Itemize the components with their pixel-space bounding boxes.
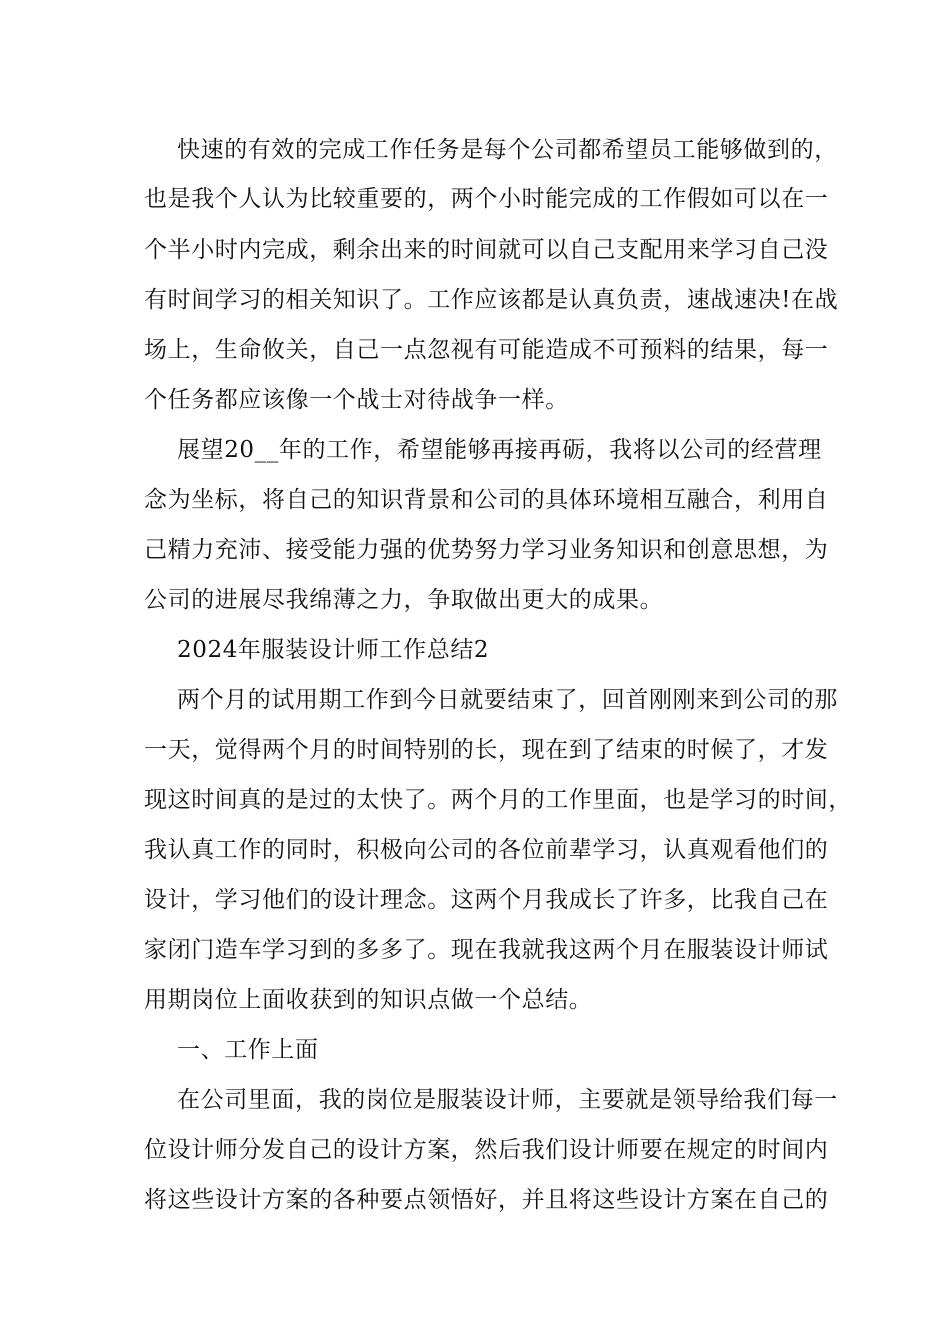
paragraph-line: 公司的进展尽我绵薄之力，争取做出更大的成果。 — [144, 587, 664, 613]
paragraph-line: 将这些设计方案的各种要点领悟好，并且将这些设计方案在自己的 — [144, 1187, 829, 1213]
paragraph-line: 位设计师分发自己的设计方案，然后我们设计师要在规定的时间内 — [144, 1137, 829, 1163]
paragraph-line: 现这时间真的是过的太快了。两个月的工作里面，也是学习的时间， — [144, 787, 852, 813]
paragraph-line: 展望20__年的工作，希望能够再接再砺，我将以公司的经营理 — [177, 437, 822, 463]
section-title: 2024年服装设计师工作总结2 — [177, 637, 490, 663]
paragraph-line: 家闭门造车学习到的多多了。现在我就我这两个月在服装设计师试 — [144, 937, 829, 963]
paragraph-line: 两个月的试用期工作到今日就要结束了，回首刚刚来到公司的那 — [177, 687, 838, 713]
paragraph-line: 己精力充沛、接受能力强的优势努力学习业务知识和创意思想，为 — [144, 537, 829, 563]
paragraph-line: 也是我个人认为比较重要的，两个小时能完成的工作假如可以在一 — [144, 186, 829, 212]
paragraph-line: 用期岗位上面收获到的知识点做一个总结。 — [144, 987, 593, 1013]
paragraph-line: 在公司里面，我的岗位是服装设计师，主要就是领导给我们每一 — [177, 1087, 838, 1113]
paragraph-line: 一天，觉得两个月的时间特别的长，现在到了结束的时候了，才发 — [144, 737, 829, 763]
paragraph-line: 快速的有效的完成工作任务是每个公司都希望员工能够做到的， — [177, 137, 838, 163]
paragraph-line: 念为坐标，将自己的知识背景和公司的具体环境相互融合，利用自 — [144, 487, 829, 513]
paragraph-line: 个任务都应该像一个战士对待战争一样。 — [144, 387, 569, 413]
subsection-heading: 一、工作上面 — [177, 1037, 319, 1063]
paragraph-line: 有时间学习的相关知识了。工作应该都是认真负责，速战速决!在战 — [144, 287, 839, 313]
paragraph-line: 场上，生命攸关，自己一点忽视有可能造成不可预料的结果，每一 — [144, 337, 829, 363]
paragraph-line: 个半小时内完成，剩余出来的时间就可以自己支配用来学习自己没 — [144, 237, 829, 263]
paragraph-line: 我认真工作的同时，积极向公司的各位前辈学习，认真观看他们的 — [144, 837, 829, 863]
paragraph-line: 设计，学习他们的设计理念。这两个月我成长了许多，比我自己在 — [144, 887, 829, 913]
